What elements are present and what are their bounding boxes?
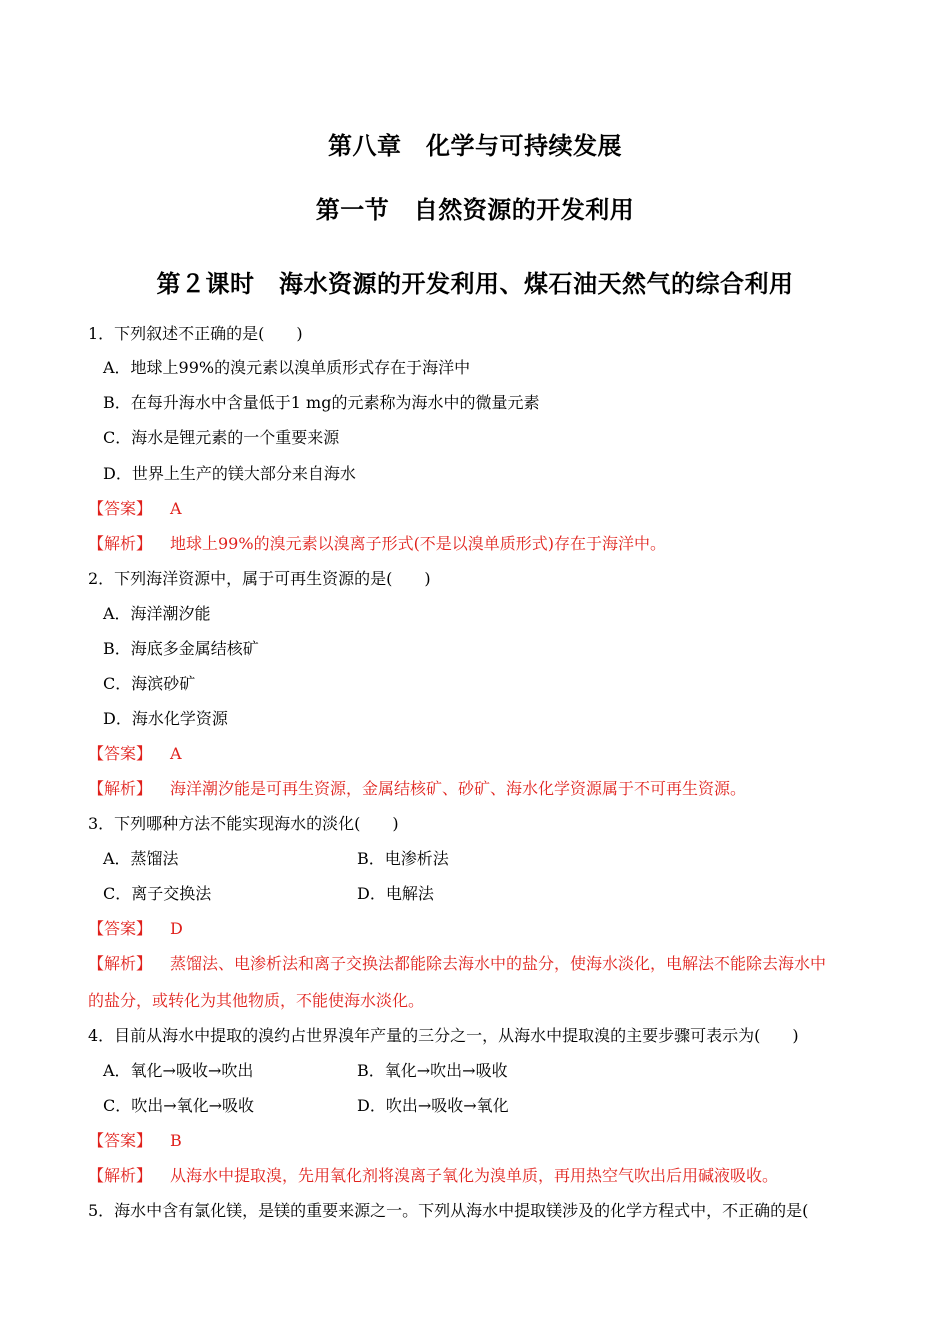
- question-4-option-d: D．吹出→吸收→氧化: [357, 1096, 509, 1115]
- question-3-analysis-row: [88, 954, 827, 974]
- question-2-option-a: A．海洋潮汐能: [103, 604, 211, 623]
- question-3-option-a: A．蒸馏法: [103, 849, 179, 868]
- question-5-stem: 5．海水中含有氯化镁，是镁的重要来源之一。下列从海水中提取镁涉及的化学方程式中，不正确的是(: [88, 1201, 809, 1220]
- question-3-option-c: C．离子交换法: [103, 884, 212, 903]
- analysis-label: 【解析】: [88, 779, 153, 798]
- question-1-option-d: D．世界上生产的镁大部分来自海水: [103, 464, 356, 483]
- answer-label: 【答案】: [88, 744, 153, 763]
- question-4-stem: 4．目前从海水中提取的溴约占世界溴年产量的三分之一，从海水中提取溴的主要步骤可表示为( ): [88, 1026, 799, 1045]
- chapter-title: 第八章 化学与可持续发展: [328, 131, 622, 160]
- question-1-option-b: B．在每升海水中含量低于1 mg的元素称为海水中的微量元素: [103, 393, 540, 412]
- question-2-option-b: B．海底多金属结核矿: [103, 639, 259, 658]
- analysis-label: 【解析】: [88, 954, 153, 973]
- question-4-answer-row: [88, 1131, 182, 1151]
- question-3-answer-row: [88, 919, 183, 939]
- answer-label: 【答案】: [88, 1131, 153, 1150]
- analysis-label: 【解析】: [88, 534, 153, 553]
- question-4-analysis: 从海水中提取溴，先用氧化剂将溴离子氧化为溴单质，再用热空气吹出后用碱液吸收。: [170, 1166, 779, 1185]
- lesson-title: 第２课时 海水资源的开发利用、煤石油天然气的综合利用: [156, 269, 794, 298]
- question-3-answer: D: [170, 919, 183, 938]
- question-3-option-d: D．电解法: [357, 884, 434, 903]
- question-1-analysis-row: [88, 534, 667, 554]
- section-title: 第一节 自然资源的开发利用: [315, 195, 635, 224]
- question-4-option-c: C．吹出→氧化→吸收: [103, 1096, 255, 1115]
- analysis-label: 【解析】: [88, 1166, 153, 1185]
- question-4-option-b: B．氧化→吹出→吸收: [357, 1061, 508, 1080]
- question-4-option-a: A．氧化→吸收→吹出: [103, 1061, 254, 1080]
- question-4-analysis-row: [88, 1166, 779, 1186]
- question-2-option-d: D．海水化学资源: [103, 709, 228, 728]
- question-3-analysis-line-1: 蒸馏法、电渗析法和离子交换法都能除去海水中的盐分，使海水淡化，电解法不能除去海水中: [170, 954, 827, 973]
- question-2-analysis: 海洋潮汐能是可再生资源，金属结核矿、砂矿、海水化学资源属于不可再生资源。: [170, 779, 747, 798]
- question-3-stem: 3．下列哪种方法不能实现海水的淡化( ): [88, 814, 399, 833]
- question-2-stem: 2．下列海洋资源中，属于可再生资源的是( ): [88, 569, 431, 588]
- question-2-option-c: C．海滨砂矿: [103, 674, 196, 693]
- question-2-answer-row: [88, 744, 182, 764]
- question-1-option-a: A．地球上99%的溴元素以溴单质形式存在于海洋中: [103, 358, 471, 377]
- question-2-answer: A: [170, 744, 182, 763]
- question-4-answer: B: [170, 1131, 182, 1150]
- question-3-option-b: B．电渗析法: [357, 849, 449, 868]
- question-1-stem: 1．下列叙述不正确的是( ): [88, 324, 303, 343]
- answer-label: 【答案】: [88, 499, 153, 518]
- question-1-analysis: 地球上99%的溴元素以溴离子形式(不是以溴单质形式)存在于海洋中。: [170, 534, 667, 553]
- question-1-option-c: C．海水是锂元素的一个重要来源: [103, 428, 340, 447]
- question-1-answer-row: [88, 499, 182, 519]
- question-1-answer: A: [170, 499, 182, 518]
- answer-label: 【答案】: [88, 919, 153, 938]
- question-2-analysis-row: [88, 779, 747, 799]
- question-3-analysis-line-2: 的盐分，或转化为其他物质，不能使海水淡化。: [88, 991, 425, 1010]
